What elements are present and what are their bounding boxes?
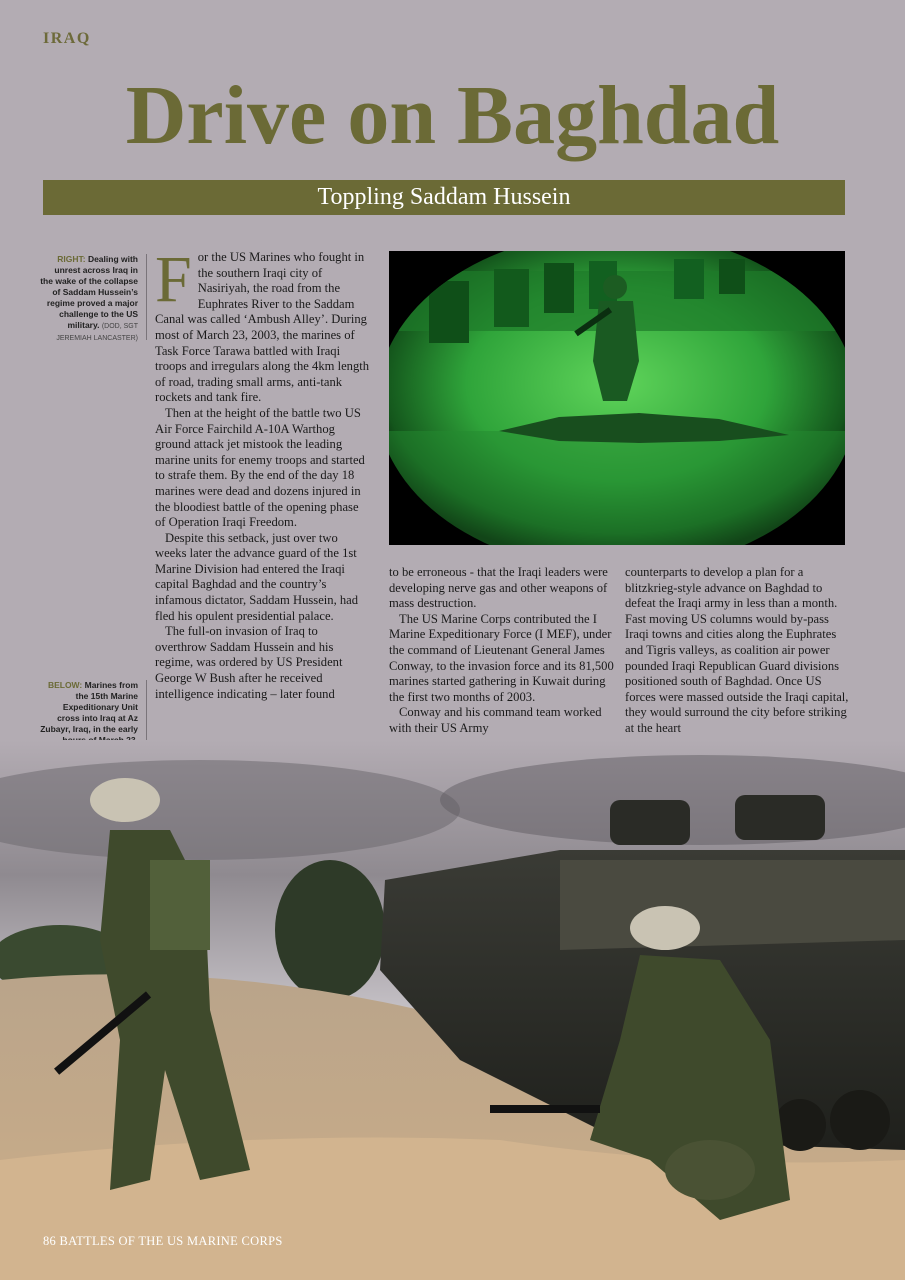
marines-photo (0, 740, 905, 1280)
paragraph: Conway and his command team worked with their US Army (389, 705, 602, 735)
paragraph: to be erroneous - that the Iraqi leaders were developing nerve gas and other weapons of mass destruction. (389, 565, 608, 611)
paragraph: counterparts to develop a plan for a blitzkrieg-style advance on Baghdad to defeat the Iraqi army in less than a month. Fast moving US columns would by-pass Iraqi towns and cities along the Euphrates and Tigris valleys, as coalition air power pounded Iraqi Republican Guard divisions positioned south of Baghdad. Once US forces were massed outside the Iraqi capital, they would surround the city before striking at the heart (625, 565, 849, 735)
caption-right-label: RIGHT: (57, 254, 86, 264)
caption-below-label: BELOW: (47, 680, 83, 690)
caption-below-text: Marines from the 15th Marine Expeditionary Unit cross into Iraq at Az Zubayr, Iraq, in the early (40, 680, 138, 734)
page-title: Drive on Baghdad (125, 69, 780, 162)
paragraph: Then at the height of the battle two US Air Force Fairchild A-10A Warthog ground attack jet mistook the leading marine units for enemy troops and started to strafe them. By the end of the day 18 marines were dead and dozens injured in the bloodiest battle of the opening phase of Operation Iraqi Freedom. (155, 405, 365, 530)
night-vision-illustration (389, 251, 845, 545)
page-number: 86 (43, 1234, 57, 1248)
article-column-1 (155, 243, 370, 702)
drop-cap: F (155, 243, 192, 316)
publication-name: BATTLES OF THE US MARINE CORPS (59, 1234, 283, 1248)
caption-divider-top (146, 254, 147, 340)
caption-right-credit: (DOD, SGT JEREMIAH LANCASTER) (56, 323, 138, 342)
article-column-2 (389, 565, 614, 737)
paragraph: The full-on invasion of Iraq to overthrow Saddam Hussein and his regime, was ordered by US President George W Bush after he received intelligence indicating – later found (155, 624, 343, 701)
paragraph: Despite this setback, just over two weeks later the advance guard of the 1st Marine Division had entered the Iraqi capital Baghdad and the country’s infamous dictator, Saddam Hussein, had fled his opulent presidential palace. (155, 530, 359, 623)
caption-right (40, 254, 138, 344)
section-label: IRAQ (43, 30, 91, 47)
page-footer (43, 1234, 283, 1249)
subtitle-bar (43, 180, 845, 215)
article-column-3 (625, 565, 850, 737)
paragraph: The US Marine Corps contributed the I Marine Expeditionary Force (I MEF), under the command of Lieutenant General James Conway, to the invasion force and its 81,500 marines started gathering in Kuwait during the first two months of 2003. (389, 611, 614, 704)
subtitle: Toppling Saddam Hussein (317, 184, 571, 210)
night-vision-photo (389, 251, 845, 545)
caption-right-text: Dealing with unrest across Iraq in the wake of the collapse of Saddam Hussein’s regime proved a major challenge to the US military. (40, 254, 138, 330)
paragraph: or the US Marines who fought in the southern Iraqi city of Nasiriyah, the road from the Euphrates River to the Saddam Canal was called ‘Ambush Alley’. During most of March 23, 2003, the marines of Task Force Tarawa battled with Iraqi troops and irregulars along the 4km length of road, trading small arms, anti-tank rockets and tank fire. (155, 250, 370, 405)
marines-illustration (0, 740, 905, 1280)
